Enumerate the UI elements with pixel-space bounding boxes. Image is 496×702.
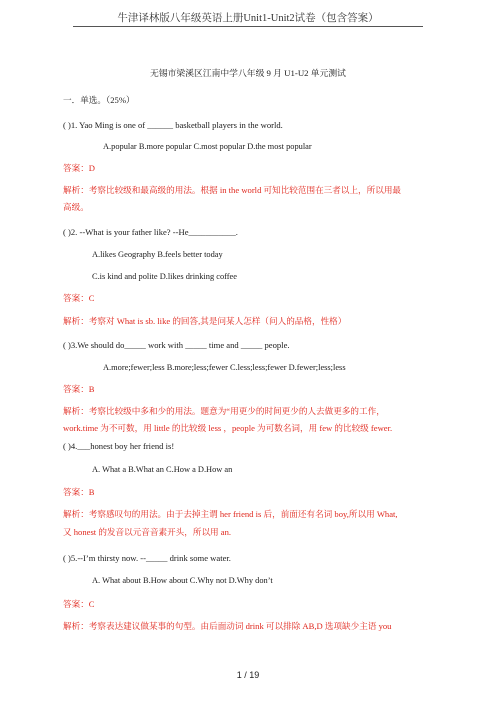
question-4-answer: 答案：B [63,487,95,497]
question-1-stem: ( )1. Yao Ming is one of ______ basketball players in the world. [63,120,283,130]
question-1-analysis-line-2: 高级。 [63,202,89,212]
question-1-options: A.popular B.more popular C.most popular D.the most popular [103,142,312,151]
question-4-stem: ( )4.___honest boy her friend is! [63,441,175,451]
question-2-options-ab: A.likes Geography B.feels better today [92,250,223,259]
question-1-analysis-line-1: 解析：考察比较级和最高级的用法。根据 in the world 可知比较范围在三者以上，所以用最 [63,185,402,195]
question-2-stem: ( )2. --What is your father like? --He___________. [63,227,238,237]
question-3-analysis-line-2: work.time 为不可数，用 little 的比较级 less ，people 为可数名词，用 few 的比较级 fewer. [63,423,393,433]
test-title: 无锡市梁溪区江南中学八年级 9 月 U1-U2 单元测试 [150,68,346,78]
section-heading: 一．单选。（25%） [63,95,135,105]
question-5-analysis: 解析：考察表达建议做某事的句型。由后面动词 drink 可以排除 AB,D 选项缺少主语 you [63,621,392,631]
question-3-answer: 答案：B [63,384,95,394]
question-5-stem: ( )5.--I’m thirsty now. --_____ drink some water. [63,553,231,563]
question-2-answer: 答案：C [63,293,95,303]
question-5-answer: 答案：C [63,599,95,609]
question-5-options: A. What about B.How about C.Why not D.Why don’t [92,576,273,585]
question-4-analysis-line-2: 又 honest 的发音以元音音素开头，所以用 an. [63,527,232,537]
question-3-stem: ( )3.We should do_____ work with _____ time and _____ people. [63,340,290,350]
question-3-analysis-line-1: 解析：考察比较级中多和少的用法。题意为“用更少的时间更少的人去做更多的工作， [63,406,385,416]
question-3-options: A.more;fewer;less B.more;less;fewer C.less;less;fewer D.fewer;less;less [103,363,346,372]
question-1-answer: 答案：D [63,163,95,173]
question-4-options: A. What a B.What an C.How a D.How an [92,465,233,474]
question-4-analysis-line-1: 解析：考察感叹句的用法。由于去掉主谓 her friend is 后，前面还有名词 boy,所以用 What, [63,509,398,519]
header-divider [73,26,423,27]
question-2-options-cd: C.is kind and polite D.likes drinking coffee [92,272,237,281]
page-number: 1 / 19 [236,670,260,680]
running-header: 牛津译林版八年级英语上册Unit1-Unit2试卷（包含答案） [117,13,379,24]
question-2-analysis: 解析：考察对 What is sb. like 的回答,其是问某人怎样（问人的品格，性格） [63,316,347,326]
